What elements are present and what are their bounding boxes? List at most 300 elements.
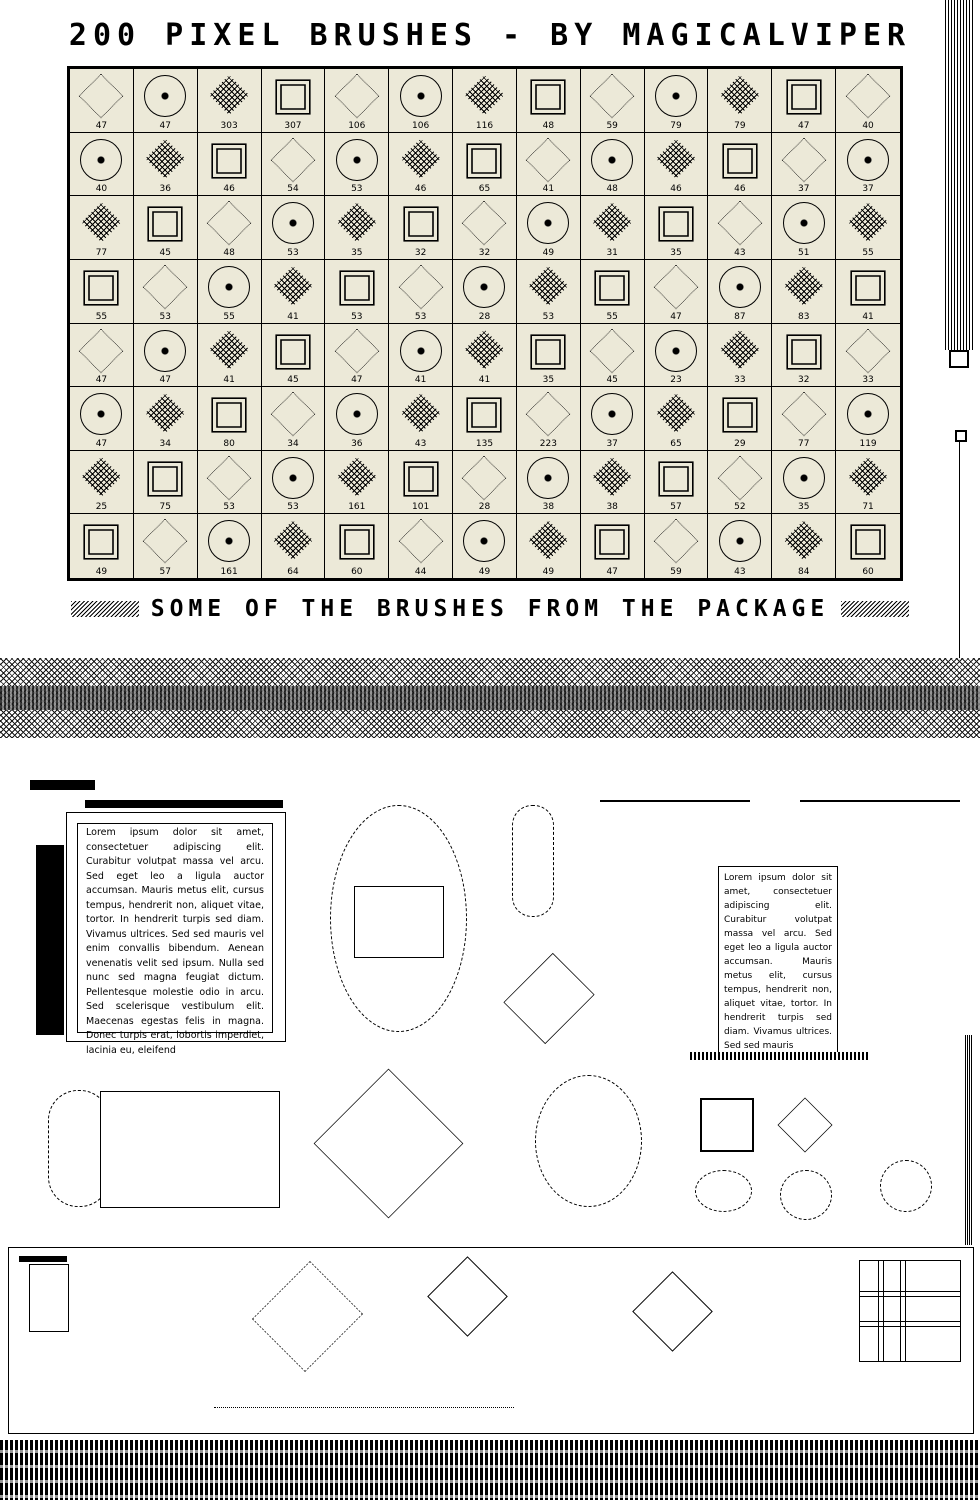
brush-size-label: 57 (670, 502, 682, 513)
brush-size-label: 41 (542, 184, 555, 195)
brush-cell (772, 69, 836, 133)
brush-size-label: 49 (478, 567, 491, 577)
brush-size-label: 75 (159, 502, 171, 513)
brush-size-label: 45 (606, 375, 618, 386)
brush-cell (772, 387, 836, 451)
text-panel-left (66, 812, 286, 1056)
brush-cell (645, 451, 709, 515)
brush-size-label: 307 (284, 120, 302, 131)
brush-cell (453, 387, 517, 451)
brush-cell (772, 324, 836, 388)
brush-preview-icon (401, 139, 441, 179)
hanging-line (959, 440, 960, 660)
brush-cell (389, 260, 453, 324)
brush-cell (389, 133, 453, 197)
brush-preview-icon (595, 525, 630, 560)
brush-cell (453, 514, 517, 578)
brush-cell (453, 133, 517, 197)
brush-size-label: 47 (670, 311, 682, 322)
brush-cell (645, 514, 709, 578)
brush-cell (645, 69, 709, 133)
brush-preview-icon (591, 393, 633, 435)
brush-preview-icon (654, 519, 699, 564)
brush-cell (645, 387, 709, 451)
brush-size-label: 77 (95, 247, 108, 258)
brush-preview-icon (80, 139, 122, 181)
brush-size-label: 60 (862, 567, 874, 577)
brush-cell (70, 260, 134, 324)
brush-size-label: 32 (414, 247, 427, 258)
brush-size-label: 38 (606, 502, 618, 513)
brush-size-label: 80 (223, 438, 235, 449)
brush-cell (581, 69, 645, 133)
brush-preview-icon (403, 207, 438, 242)
brush-size-label: 46 (223, 184, 235, 195)
brush-preview-icon (400, 75, 442, 117)
brush-preview-icon (145, 139, 185, 179)
vertical-ornament (512, 805, 554, 917)
brush-size-label: 47 (159, 375, 171, 386)
lattice-cross-ornament (314, 1069, 464, 1219)
brush-preview-icon (209, 330, 249, 370)
brush-preview-icon (81, 457, 121, 497)
brush-preview-icon (527, 202, 569, 244)
brush-size-label: 64 (287, 567, 299, 577)
brush-preview-icon (208, 266, 250, 308)
brush-size-label: 35 (542, 375, 555, 386)
brush-preview-icon (212, 398, 247, 433)
brush-size-label: 101 (412, 502, 430, 513)
brush-preview-icon (464, 75, 504, 115)
brush-cell (325, 451, 389, 515)
brush-preview-icon (528, 266, 568, 306)
brush-cell (517, 514, 581, 578)
brush-preview-icon (207, 201, 252, 246)
brush-cell (262, 387, 326, 451)
brush-size-label: 106 (412, 120, 430, 131)
brush-preview-icon (592, 457, 632, 497)
brush-preview-icon (656, 393, 696, 433)
brush-cell (198, 324, 262, 388)
brush-size-label: 33 (862, 375, 874, 386)
brush-size-label: 52 (734, 502, 746, 513)
brush-size-label: 47 (351, 375, 363, 386)
brush-preview-icon (656, 139, 696, 179)
brush-size-label: 34 (159, 438, 171, 449)
brush-size-label: 47 (606, 567, 618, 577)
brush-cell (517, 69, 581, 133)
brush-size-label: 116 (475, 120, 494, 131)
brush-preview-icon (273, 266, 313, 306)
brush-size-label: 47 (95, 375, 108, 386)
brush-preview-icon (336, 139, 378, 181)
brush-size-label: 35 (670, 247, 682, 258)
brush-preview-icon (847, 393, 889, 435)
brush-cell (389, 514, 453, 578)
brush-size-label: 33 (734, 375, 746, 386)
brush-size-label: 47 (159, 120, 171, 131)
brush-cell (708, 324, 772, 388)
brush-cell (836, 260, 900, 324)
brush-preview-icon (722, 398, 757, 433)
brush-preview-icon (467, 398, 502, 433)
brush-cell (70, 514, 134, 578)
brush-cell (262, 451, 326, 515)
brush-size-label: 53 (159, 311, 171, 322)
vertical-stripe-ornament (945, 0, 975, 350)
brush-cell (262, 260, 326, 324)
brush-cell (708, 196, 772, 260)
brush-cell (262, 69, 326, 133)
brush-size-label: 41 (287, 311, 299, 322)
brush-size-label: 161 (220, 567, 238, 577)
empty-panel (100, 1091, 280, 1208)
brush-preview-icon (590, 74, 635, 119)
brush-cell (389, 196, 453, 260)
brush-size-label: 37 (862, 184, 874, 195)
brush-preview-icon (590, 328, 635, 373)
brush-cell (772, 260, 836, 324)
brush-size-label: 49 (542, 247, 555, 258)
brush-cell (198, 69, 262, 133)
brush-preview-icon (655, 330, 697, 372)
page-title: 200 PIXEL BRUSHES - BY MAGICALVIPER (68, 18, 912, 53)
brush-size-label: 43 (414, 438, 427, 449)
brush-preview-icon (275, 79, 310, 114)
brush-cell (262, 324, 326, 388)
brush-size-label: 119 (859, 438, 877, 449)
brush-preview-icon (464, 330, 504, 370)
brush-preview-icon (209, 75, 249, 115)
scroll-border-strip (214, 1393, 514, 1408)
brush-size-label: 29 (734, 438, 746, 449)
brush-preview-icon (275, 334, 310, 369)
brush-preview-icon (786, 334, 821, 369)
brush-cell (453, 196, 517, 260)
brush-cell (708, 260, 772, 324)
brush-preview-icon (591, 139, 633, 181)
brush-cell (836, 196, 900, 260)
brush-size-label: 79 (734, 120, 746, 131)
brush-size-label: 35 (797, 502, 810, 513)
brush-preview-icon (337, 457, 377, 497)
brush-size-label: 31 (606, 247, 618, 258)
brush-size-label: 46 (734, 184, 746, 195)
brush-preview-icon (335, 328, 380, 373)
brush-size-label: 34 (287, 438, 299, 449)
brush-preview-icon (720, 75, 760, 115)
brush-preview-icon (655, 75, 697, 117)
brush-size-label: 53 (542, 311, 555, 322)
brush-size-label: 53 (223, 502, 235, 513)
brush-size-label: 135 (475, 438, 494, 449)
brush-size-label: 47 (95, 120, 108, 131)
brush-preview-icon (401, 393, 441, 433)
brush-preview-icon (850, 270, 885, 305)
square-knot-ornament (700, 1098, 754, 1152)
brush-size-label: 38 (542, 502, 555, 513)
brush-preview-icon (592, 202, 632, 242)
mini-window-titlebar (19, 1256, 67, 1262)
brush-cell (581, 133, 645, 197)
small-ornament-b (780, 1170, 832, 1220)
mini-window (29, 1264, 69, 1332)
brush-size-label: 35 (351, 247, 363, 258)
brush-size-label: 77 (797, 438, 810, 449)
brush-preview-icon (398, 519, 443, 564)
brush-size-label: 53 (351, 184, 363, 195)
frame-column (36, 845, 64, 1035)
brush-cell (708, 451, 772, 515)
brush-preview-icon (339, 525, 374, 560)
brush-size-label: 43 (734, 567, 746, 577)
brush-cell (772, 196, 836, 260)
brush-size-label: 49 (542, 567, 555, 577)
brush-cell (198, 133, 262, 197)
section-subtitle (0, 596, 980, 622)
brush-size-label: 28 (478, 311, 491, 322)
leaf-cross-ornament (535, 1075, 642, 1207)
flower-cluster-ornament (503, 953, 594, 1044)
brush-cell (453, 260, 517, 324)
brush-preview-icon (272, 202, 314, 244)
ornamental-frame-window (354, 886, 444, 958)
brush-cell (325, 69, 389, 133)
brush-cell (517, 324, 581, 388)
brush-size-label: 47 (797, 120, 810, 131)
brush-size-label: 54 (287, 184, 299, 195)
brush-preview-icon (271, 137, 316, 182)
brush-size-label: 48 (542, 120, 555, 131)
brush-cell (453, 69, 517, 133)
brush-size-label: 55 (862, 247, 874, 258)
brush-preview-icon (462, 455, 507, 500)
brush-size-label: 48 (223, 247, 235, 258)
brush-size-label: 53 (414, 311, 427, 322)
brush-size-label: 55 (95, 311, 108, 322)
brush-cell (262, 514, 326, 578)
brush-cell (581, 451, 645, 515)
brush-cell (325, 196, 389, 260)
brush-size-label: 28 (478, 502, 491, 513)
brush-preview-icon (719, 520, 761, 562)
scroll-header-left (600, 800, 750, 862)
brush-size-label: 41 (414, 375, 427, 386)
brush-preview-icon (847, 139, 889, 181)
brush-preview-icon (783, 202, 825, 244)
brush-preview-icon (846, 74, 891, 119)
brush-preview-icon (850, 525, 885, 560)
brush-preview-icon (144, 330, 186, 372)
brush-size-label: 106 (348, 120, 366, 131)
brush-cell (325, 260, 389, 324)
brush-cell (325, 387, 389, 451)
brush-size-label: 53 (287, 502, 299, 513)
brush-size-label: 36 (351, 438, 363, 449)
brush-preview-icon (595, 270, 630, 305)
brush-preview-icon (848, 457, 888, 497)
brush-preview-icon (658, 207, 693, 242)
brush-cell (836, 324, 900, 388)
brush-cell (325, 514, 389, 578)
brush-preview-icon (148, 461, 183, 496)
brush-size-label: 55 (223, 311, 235, 322)
brush-preview-icon (781, 392, 826, 437)
brush-cell (389, 387, 453, 451)
brush-cell (262, 133, 326, 197)
brush-preview-icon (654, 265, 699, 310)
brush-size-label: 41 (862, 311, 874, 322)
frame-bar (30, 780, 95, 790)
brush-size-label: 46 (414, 184, 427, 195)
subtitle-text: SOME OF THE BRUSHES FROM THE PACKAGE (150, 596, 830, 622)
brush-cell (645, 196, 709, 260)
brush-size-label: 45 (287, 375, 299, 386)
brush-preview-icon (212, 143, 247, 178)
pattern-band-top (0, 658, 980, 738)
brush-size-label: 46 (670, 184, 682, 195)
brush-preview-icon (526, 137, 571, 182)
brush-cell (453, 324, 517, 388)
brush-preview-icon (400, 330, 442, 372)
brush-preview-icon (79, 74, 124, 119)
brush-cell (581, 514, 645, 578)
brush-preview-icon (781, 137, 826, 182)
brush-preview-icon (848, 202, 888, 242)
brush-preview-icon (339, 270, 374, 305)
brush-cell (389, 324, 453, 388)
brush-showcase-panel (8, 1247, 974, 1434)
brush-size-label: 161 (348, 502, 366, 513)
brush-cell (262, 196, 326, 260)
brush-cell (708, 133, 772, 197)
brush-cell (836, 514, 900, 578)
brush-size-label: 48 (606, 184, 618, 195)
brush-size-label: 223 (539, 438, 557, 449)
brush-cell (134, 69, 198, 133)
brush-preview-icon (526, 392, 571, 437)
brush-preview-icon (81, 202, 121, 242)
brush-cell (517, 133, 581, 197)
large-scroll-diamond (252, 1261, 363, 1372)
brush-size-label: 59 (670, 567, 682, 577)
brush-preview-icon (462, 201, 507, 246)
brush-cell (325, 133, 389, 197)
small-ornament-a (695, 1170, 752, 1212)
sample-text-left: Lorem ipsum dolor sit amet, consectetuer adipiscing elit. Curabitur volutpat massa vel arcu. Sed eget leo a ligula auctor accumsan. Mauris metus elit, cursus tempus, hendrerit non, aliquet vitae, tortor. In hendrerit turpis sed diam. Vivamus ultrices. Sed sed mauris vel enim convallis bibendum. Aenean venenatis velit sed ipsum. Nulla sed nunc sed magna feugiat dictum. Pellentesque molestie odio in arcu. Sed scelerisque vestibulum elit. Maecenas egestas felis in magna. Donec turpis erat, lobortis imperdiet, lacinia eu, eleifend (86, 827, 264, 1056)
brush-size-label: 45 (159, 247, 171, 258)
brush-size-label: 59 (606, 120, 618, 131)
brush-cell (70, 69, 134, 133)
brush-preview-icon (208, 520, 250, 562)
brush-size-label: 32 (478, 247, 491, 258)
brush-size-label: 71 (862, 502, 874, 513)
brush-preview-icon (786, 79, 821, 114)
right-edge-stripe (965, 1035, 973, 1245)
brush-size-label: 303 (220, 120, 238, 131)
brush-preview-icon (143, 265, 188, 310)
brush-size-label: 44 (414, 567, 427, 577)
brush-preview-icon (719, 266, 761, 308)
brush-size-label: 47 (95, 438, 108, 449)
brush-size-label: 53 (351, 311, 363, 322)
brush-cell (134, 324, 198, 388)
brush-preview-icon (148, 207, 183, 242)
brush-size-label: 65 (670, 438, 682, 449)
brush-cell (134, 387, 198, 451)
brush-cell (772, 451, 836, 515)
brush-cell (134, 451, 198, 515)
brush-cell (134, 196, 198, 260)
brush-preview-icon (79, 328, 124, 373)
brush-preview-icon (784, 520, 824, 560)
brush-preview-icon (463, 266, 505, 308)
pattern-band-bottom (0, 1440, 980, 1500)
brush-cell (134, 133, 198, 197)
brush-size-label: 41 (478, 375, 491, 386)
key-ornament-icon (949, 350, 969, 368)
brush-size-label: 83 (797, 311, 810, 322)
brush-size-label: 41 (223, 375, 235, 386)
brush-size-label: 51 (797, 247, 810, 258)
brush-cell (198, 514, 262, 578)
brush-cell (836, 387, 900, 451)
brush-preview-icon (658, 461, 693, 496)
square-ornament-icon (955, 430, 967, 442)
brush-size-label: 43 (734, 247, 746, 258)
brush-size-label: 37 (606, 438, 618, 449)
brush-size-label: 32 (797, 375, 810, 386)
brush-preview-icon (80, 393, 122, 435)
brush-cell (70, 387, 134, 451)
brush-preview-icon (84, 525, 119, 560)
brush-cell (772, 514, 836, 578)
brush-preview-icon (718, 455, 763, 500)
tree-ornament (880, 1160, 932, 1212)
hatch-decoration-right (841, 601, 909, 617)
brush-preview-icon (783, 457, 825, 499)
lattice-diamond (427, 1256, 508, 1337)
brush-preview-icon (337, 202, 377, 242)
brush-cell (708, 514, 772, 578)
brush-size-label: 25 (95, 502, 108, 513)
brush-cell (517, 260, 581, 324)
brush-preview-icon (336, 393, 378, 435)
brush-preview-icon (527, 457, 569, 499)
brush-cell (645, 324, 709, 388)
brush-preview-icon (398, 265, 443, 310)
brush-size-label: 40 (862, 120, 874, 131)
brush-cell (198, 196, 262, 260)
brush-preview-icon (403, 461, 438, 496)
brush-preview-icon (145, 393, 185, 433)
brush-cell (70, 451, 134, 515)
brush-cell (581, 260, 645, 324)
brush-cell (645, 260, 709, 324)
brush-preview-icon (335, 74, 380, 119)
brush-cell (581, 387, 645, 451)
brush-preview-icon (143, 519, 188, 564)
brush-cell (836, 69, 900, 133)
brush-grid (67, 66, 903, 581)
brush-size-label: 84 (797, 567, 810, 577)
pattern-band-core (0, 686, 980, 710)
brush-preview-icon (718, 201, 763, 246)
brush-cell (70, 133, 134, 197)
brush-preview-icon (784, 266, 824, 306)
scroll-header-right (800, 800, 960, 862)
brush-preview-icon (273, 520, 313, 560)
